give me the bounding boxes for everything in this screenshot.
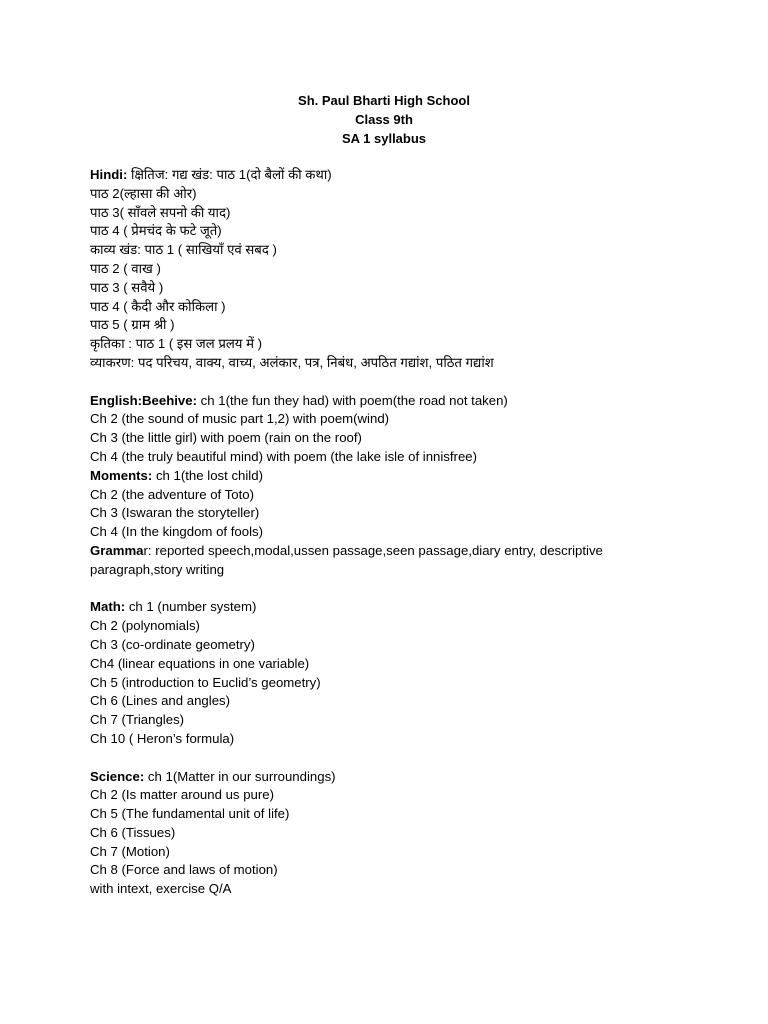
math-ch1: ch 1 (number system) bbox=[125, 599, 257, 615]
list-item: Ch4 (linear equations in one variable) bbox=[90, 655, 310, 671]
beehive-ch1: ch 1(the fun they had) with poem(the road not taken) bbox=[197, 392, 508, 408]
list-item: Ch 6 (Tissues) bbox=[90, 824, 176, 840]
list-item: Ch 5 (The fundamental unit of life) bbox=[90, 806, 290, 822]
science-first-line bbox=[90, 768, 650, 787]
moments-ch1: ch 1(the lost child) bbox=[152, 467, 263, 483]
english-section bbox=[90, 392, 650, 580]
math-section bbox=[90, 598, 650, 748]
list-item: पाठ 4 ( प्रेमचंद के फटे जूते) bbox=[90, 223, 222, 239]
list-item: Ch 8 (Force and laws of motion) bbox=[90, 862, 278, 878]
document-header bbox=[0, 91, 768, 148]
list-item: with intext, exercise Q/A bbox=[90, 881, 232, 897]
list-item: Ch 3 (co-ordinate geometry) bbox=[90, 636, 255, 652]
list-item: Ch 10 ( Heron’s formula) bbox=[90, 730, 235, 746]
science-ch1: ch 1(Matter in our surroundings) bbox=[144, 768, 336, 784]
list-item: Ch 2 (the adventure of Toto) bbox=[90, 486, 254, 502]
list-item: Ch 4 (In the kingdom of fools) bbox=[90, 524, 263, 540]
moments-label: Moments: bbox=[90, 467, 153, 483]
syllabus-title: SA 1 syllabus bbox=[341, 131, 427, 146]
list-item: काव्य खंड: पाठ 1 ( साखियाँ एवं सबद ) bbox=[90, 242, 277, 258]
list-item: Ch 3 (the little girl) with poem (rain on the roof) bbox=[90, 430, 362, 446]
section-spacer bbox=[90, 373, 650, 392]
math-first-line bbox=[90, 598, 650, 617]
section-spacer bbox=[90, 749, 650, 768]
hindi-line-1: क्षितिज: गद्य खंड: पाठ 1(दो बैलों की कथा) bbox=[127, 167, 332, 182]
list-item: पाठ 3 ( सवैये ) bbox=[90, 279, 164, 295]
list-item: पाठ 4 ( कैदी और कोकिला ) bbox=[90, 298, 226, 314]
list-item: पाठ 2 ( वाख ) bbox=[90, 260, 161, 276]
list-item: कृतिका : पाठ 1 ( इस जल प्रलय में ) bbox=[90, 336, 263, 352]
list-item: Ch 5 (introduction to Euclid’s geometry) bbox=[90, 674, 321, 690]
grammar-label: Gramma bbox=[90, 542, 144, 558]
class-name: Class 9th bbox=[355, 112, 413, 127]
grammar-line bbox=[90, 542, 650, 580]
grammar-topics: r: reported speech,modal,ussen passage,seen passage,diary entry, descriptive paragraph,story writing bbox=[90, 542, 603, 577]
list-item: पाठ 3( साँवले सपनो की याद) bbox=[90, 204, 231, 220]
beehive-first-line bbox=[90, 392, 650, 411]
hindi-section bbox=[90, 166, 650, 373]
beehive-label: English:Beehive: bbox=[90, 392, 197, 408]
hindi-label: Hindi: bbox=[90, 167, 128, 182]
list-item: Ch 4 (the truly beautiful mind) with poem (the lake isle of innisfree) bbox=[90, 448, 478, 464]
list-item: Ch 6 (Lines and angles) bbox=[90, 693, 231, 709]
school-name: Sh. Paul Bharti High School bbox=[298, 93, 470, 108]
list-item: Ch 7 (Motion) bbox=[90, 843, 170, 859]
list-item: व्याकरण: पद परिचय, वाक्य, वाच्य, अलंकार, पत्र, निबंध, अपठित गद्यांश, पठित गद्यांश bbox=[90, 354, 494, 370]
moments-first-line bbox=[90, 467, 650, 486]
syllabus-content bbox=[90, 166, 650, 899]
list-item: Ch 2 (polynomials) bbox=[90, 618, 200, 634]
section-spacer bbox=[90, 580, 650, 599]
math-label: Math: bbox=[90, 599, 126, 615]
list-item: पाठ 5 ( ग्राम श्री ) bbox=[90, 317, 175, 333]
science-section bbox=[90, 768, 650, 900]
list-item: पाठ 2(ल्हासा की ओर) bbox=[90, 185, 197, 201]
science-label: Science: bbox=[90, 768, 145, 784]
list-item: Ch 2 (the sound of music part 1,2) with poem(wind) bbox=[90, 411, 390, 427]
list-item: Ch 3 (Iswaran the storyteller) bbox=[90, 505, 260, 521]
list-item: Ch 2 (Is matter around us pure) bbox=[90, 787, 274, 803]
hindi-first-line bbox=[90, 166, 650, 185]
list-item: Ch 7 (Triangles) bbox=[90, 712, 185, 728]
